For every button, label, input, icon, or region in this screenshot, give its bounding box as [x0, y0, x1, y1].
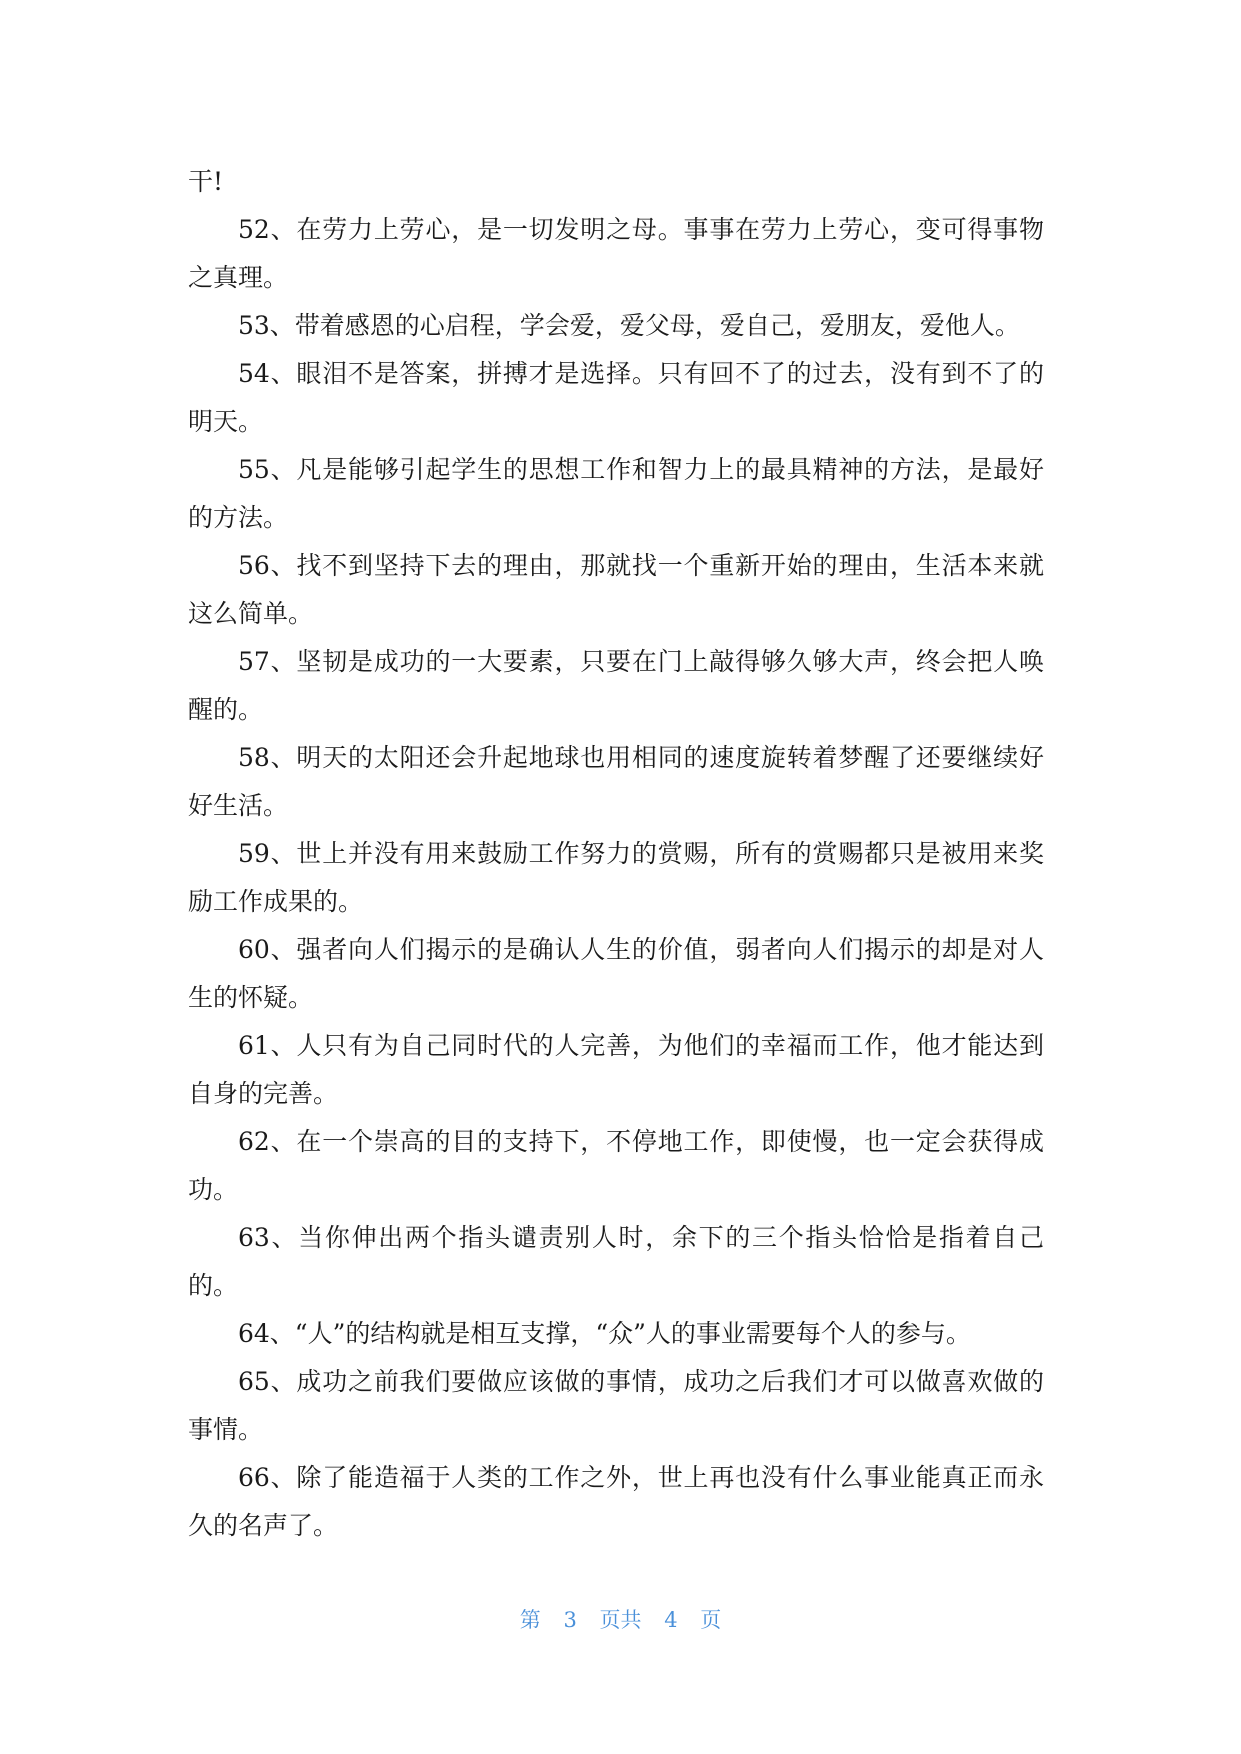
page-suffix: 页 [700, 1608, 722, 1632]
paragraph-55: 55、凡是能够引起学生的思想工作和智力上的最具精神的方法，是最好的方法。 [188, 455, 1044, 532]
paragraph-61: 61、人只有为自己同时代的人完善，为他们的幸福而工作，他才能达到自身的完善。 [188, 1031, 1044, 1108]
total-pages-number: 4 [664, 1608, 678, 1632]
paragraph-60: 60、强者向人们揭示的是确认人生的价值，弱者向人们揭示的却是对人生的怀疑。 [188, 935, 1044, 1012]
paragraph-52: 52、在劳力上劳心，是一切发明之母。事事在劳力上劳心，变可得事物之真理。 [188, 215, 1044, 292]
paragraph-57: 57、坚韧是成功的一大要素，只要在门上敲得够久够大声，终会把人唤醒的。 [188, 647, 1044, 724]
paragraph-65: 65、成功之前我们要做应该做的事情，成功之后我们才可以做喜欢做的事情。 [188, 1367, 1044, 1444]
page-footer [0, 1604, 1241, 1634]
document-body [188, 158, 1044, 1550]
paragraph-54: 54、眼泪不是答案，拼搏才是选择。只有回不了的过去，没有到不了的明天。 [188, 359, 1044, 436]
page-mid: 页共 [599, 1608, 642, 1632]
page-prefix: 第 [519, 1608, 541, 1632]
paragraph-64: 64、“人”的结构就是相互支撑，“众”人的事业需要每个人的参与。 [238, 1319, 971, 1348]
paragraph-66: 66、除了能造福于人类的工作之外，世上再也没有什么事业能真正而永久的名声了。 [188, 1463, 1044, 1540]
paragraph-63: 63、当你伸出两个指头谴责别人时，余下的三个指头恰恰是指着自己的。 [188, 1223, 1044, 1300]
paragraph-53: 53、带着感恩的心启程，学会爱，爱父母，爱自己，爱朋友，爱他人。 [238, 311, 1020, 340]
paragraph-58: 58、明天的太阳还会升起地球也用相同的速度旋转着梦醒了还要继续好好生活。 [188, 743, 1044, 820]
paragraph-56: 56、找不到坚持下去的理由，那就找一个重新开始的理由，生活本来就这么简单。 [188, 551, 1044, 628]
opening-fragment: 干! [188, 167, 224, 196]
paragraph-59: 59、世上并没有用来鼓励工作努力的赏赐，所有的赏赐都只是被用来奖励工作成果的。 [188, 839, 1044, 916]
current-page-number: 3 [563, 1608, 577, 1632]
paragraph-62: 62、在一个崇高的目的支持下，不停地工作，即使慢，也一定会获得成功。 [188, 1127, 1044, 1204]
